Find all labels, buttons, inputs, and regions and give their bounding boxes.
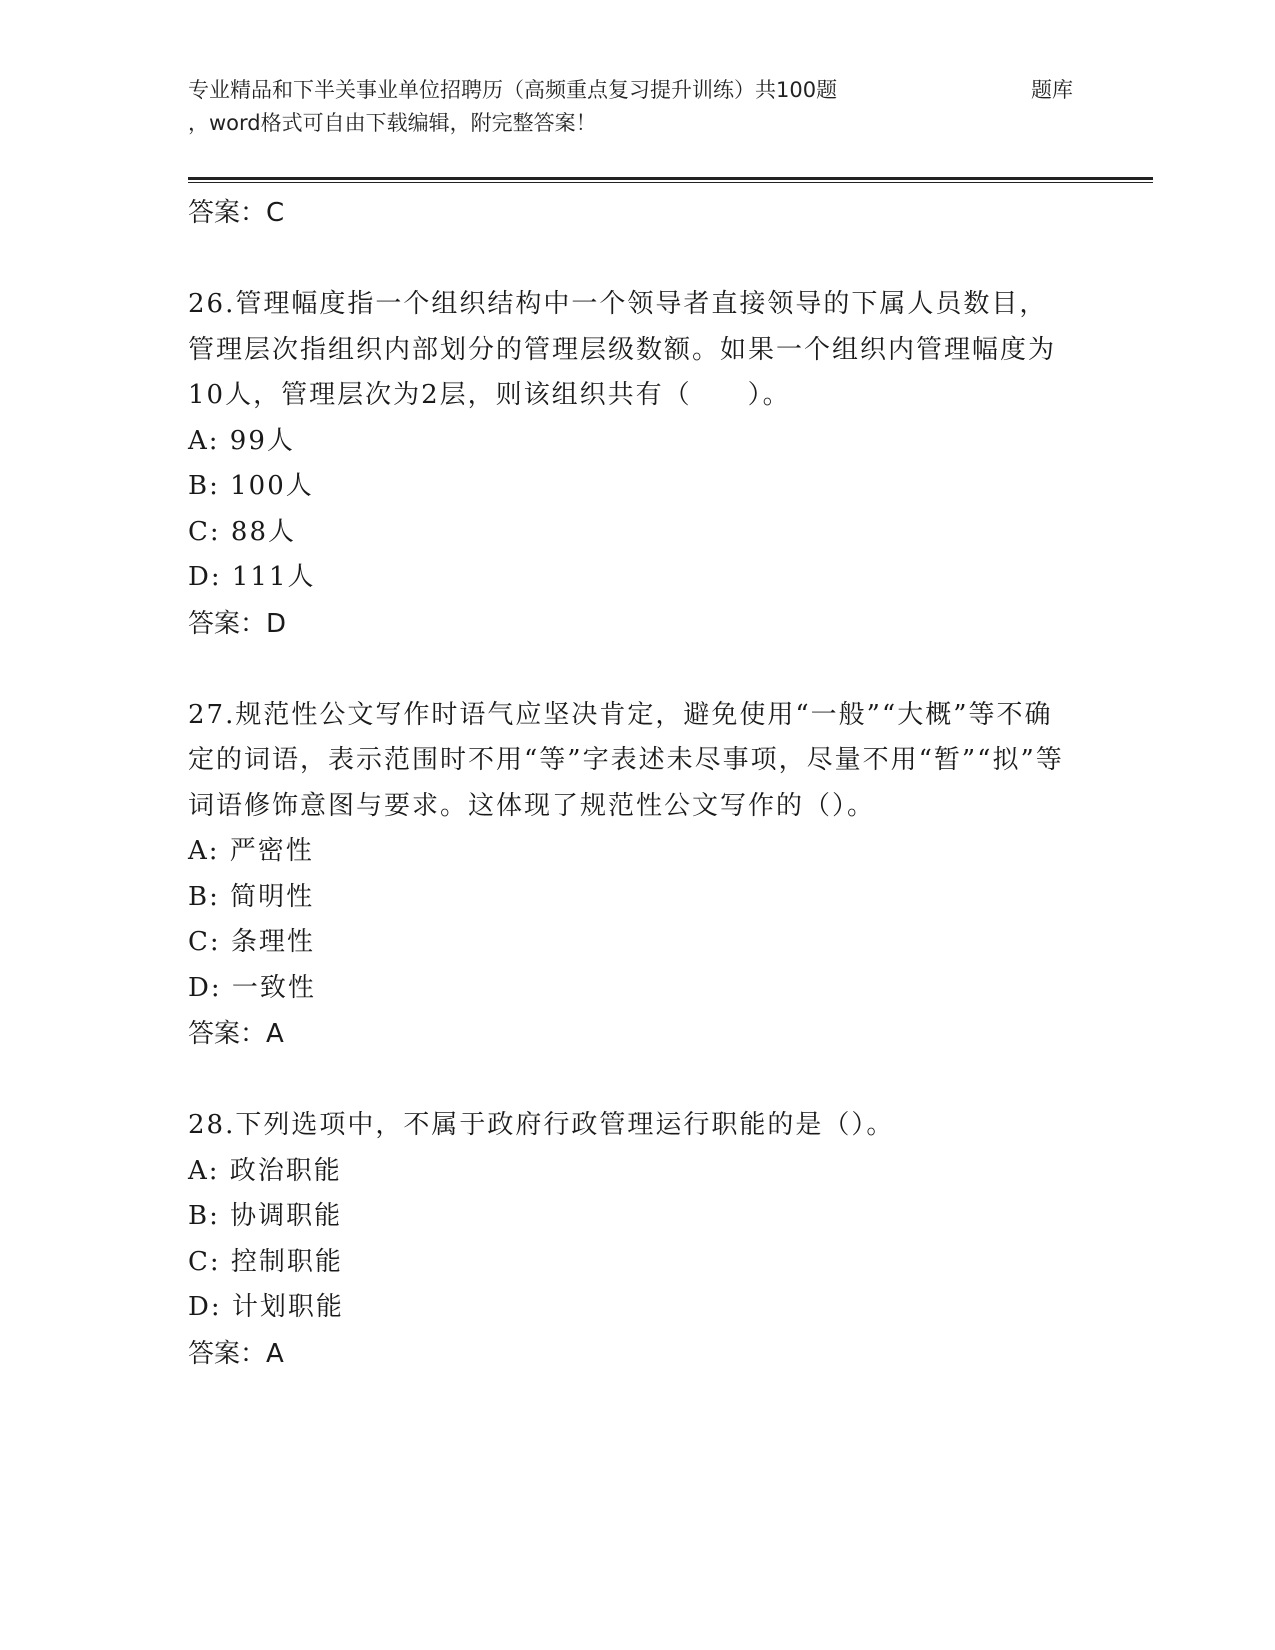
document-header [188, 74, 1148, 140]
option-b: B: 协调职能 [188, 1201, 343, 1231]
option-a: A: 99人 [188, 425, 295, 456]
answer-line: 答案：D [188, 608, 287, 639]
header-title: 专业精品和下半关事业单位招聘历（高频重点复习提升训练）共100题 [188, 78, 838, 102]
option-c: C: 控制职能 [188, 1246, 343, 1277]
question-block [188, 282, 1088, 647]
option-c: C: 条理性 [188, 927, 315, 957]
spacer [188, 647, 1088, 693]
answer-line: 答案：A [188, 1338, 284, 1369]
header-rule-thick [188, 177, 1153, 180]
option-d: D: 计划职能 [188, 1292, 344, 1322]
option-a: A: 严密性 [188, 836, 314, 866]
header-tag: 题库 [1031, 78, 1073, 102]
question-text: 26.管理幅度指一个组织结构中一个领导者直接领导的下属人员数目，管理层次指组织内部划分的管理层级数额。如果一个组织内管理幅度为10人，管理层次为2层，则该组织共有（ ）。 [188, 289, 1057, 410]
question-block [188, 693, 1088, 1058]
spacer [188, 1057, 1088, 1103]
option-b: B: 简明性 [188, 881, 315, 912]
header-line-1 [188, 74, 1148, 107]
answer-line: 答案：C [188, 198, 285, 228]
answer-line: 答案：A [188, 1019, 284, 1049]
header-rule-thin [188, 182, 1153, 183]
question-text: 27.规范性公文写作时语气应坚决肯定，避免使用“一般”“大概”等不确定的词语，表示范围时不用“等”字表述未尽事项，尽量不用“暂”“拟”等词语修饰意图与要求。这体现了规范性公文写作的（）。 [188, 699, 1064, 821]
document-body [188, 190, 1088, 1377]
question-text: 28.下列选项中，不属于政府行政管理运行职能的是（）。 [188, 1110, 895, 1140]
question-block [188, 1103, 1088, 1377]
option-b: B: 100人 [188, 471, 314, 501]
option-d: D: 一致性 [188, 972, 316, 1003]
option-a: A: 政治职能 [188, 1155, 342, 1186]
header-line-2: ，word格式可自由下载编辑，附完整答案！ [188, 111, 597, 135]
option-d: D: 111人 [188, 562, 316, 592]
option-c: C: 88人 [188, 516, 297, 547]
spacer [188, 236, 1088, 282]
